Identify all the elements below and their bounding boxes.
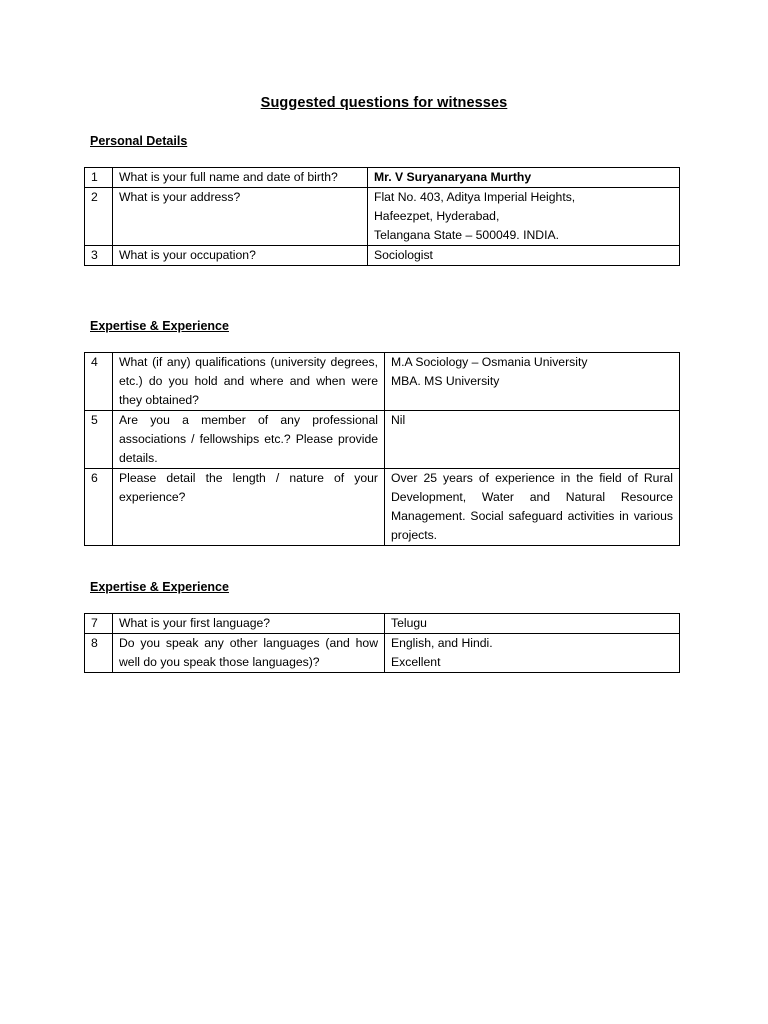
- answer-line: M.A Sociology – Osmania University: [391, 355, 588, 369]
- row-number: 7: [85, 614, 113, 634]
- answer-line: English, and Hindi.: [391, 636, 493, 650]
- section-heading-personal-details: Personal Details: [90, 134, 188, 148]
- row-number: 4: [85, 353, 113, 411]
- table-row: [85, 188, 680, 246]
- answer-line: Mr. V Suryanaryana Murthy: [374, 170, 532, 184]
- question-cell: What is your occupation?: [113, 246, 368, 266]
- row-number: 5: [85, 411, 113, 469]
- answer-cell: [385, 614, 680, 634]
- question-cell: What is your address?: [113, 188, 368, 246]
- answer-cell: [368, 246, 680, 266]
- row-number: 6: [85, 469, 113, 546]
- answer-line: Over 25 years of experience in the field of Rural Development, Water and Natural Resource Management. Social safeguard activities in various projects.: [391, 471, 673, 542]
- question-cell: What is your full name and date of birth?: [113, 168, 368, 188]
- answer-line: Flat No. 403, Aditya Imperial Heights,: [374, 190, 576, 204]
- personal-details-table: [84, 167, 680, 266]
- question-cell: Please detail the length / nature of your experience?: [113, 469, 385, 546]
- section-heading-languages: Expertise & Experience: [90, 580, 229, 594]
- question-cell: Do you speak any other languages (and how well do you speak those languages)?: [113, 634, 385, 673]
- answer-cell: [385, 353, 680, 411]
- expertise-experience-table: [84, 352, 680, 546]
- answer-line: Sociologist: [374, 248, 433, 262]
- row-number: 2: [85, 188, 113, 246]
- row-number: 1: [85, 168, 113, 188]
- answer-line: Telangana State – 500049. INDIA.: [374, 228, 559, 242]
- table-row: [85, 634, 680, 673]
- answer-cell: [385, 634, 680, 673]
- row-number: 3: [85, 246, 113, 266]
- table-row: [85, 246, 680, 266]
- question-cell: Are you a member of any professional associations / fellowships etc.? Please provide details.: [113, 411, 385, 469]
- answer-line: MBA. MS University: [391, 374, 500, 388]
- row-number: 8: [85, 634, 113, 673]
- table-row: [85, 469, 680, 546]
- table-row: [85, 614, 680, 634]
- languages-table: [84, 613, 680, 673]
- table-row: [85, 168, 680, 188]
- answer-line: Excellent: [391, 655, 441, 669]
- answer-cell: [368, 188, 680, 246]
- answer-cell: [385, 469, 680, 546]
- question-cell: What is your first language?: [113, 614, 385, 634]
- answer-cell: [368, 168, 680, 188]
- question-cell: What (if any) qualifications (university degrees, etc.) do you hold and where and when were they obtained?: [113, 353, 385, 411]
- answer-line: Telugu: [391, 616, 427, 630]
- answer-line: Hafeezpet, Hyderabad,: [374, 209, 500, 223]
- page-title: Suggested questions for witnesses: [260, 95, 508, 111]
- answer-cell: [385, 411, 680, 469]
- table-row: [85, 353, 680, 411]
- table-row: [85, 411, 680, 469]
- section-heading-expertise-experience: Expertise & Experience: [90, 319, 229, 333]
- answer-line: Nil: [391, 413, 406, 427]
